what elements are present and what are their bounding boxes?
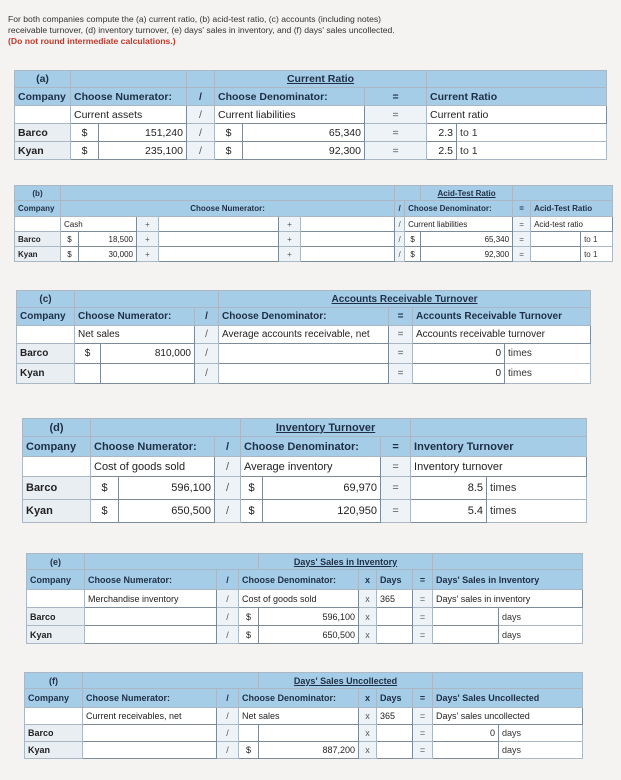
result-input[interactable] — [531, 247, 581, 262]
divide-sign: / — [215, 477, 241, 500]
numerator-select[interactable]: Merchandise inventory — [85, 590, 217, 608]
company-header: Company — [17, 308, 75, 326]
numerator-input-2[interactable] — [159, 247, 279, 262]
denominator-input[interactable]: 65,340 — [421, 232, 513, 247]
unit-label: to 1 — [581, 232, 613, 247]
denominator-input[interactable]: 120,950 — [263, 500, 381, 523]
result-input[interactable] — [433, 742, 499, 759]
divide-sign: / — [187, 106, 215, 124]
plus-sign: + — [279, 232, 301, 247]
numerator-input[interactable]: 810,000 — [101, 344, 195, 364]
divide-sign: / — [195, 308, 219, 326]
divide-sign: / — [217, 626, 239, 644]
numerator-select[interactable]: Cost of goods sold — [91, 457, 215, 477]
result-label: Acid-test ratio — [531, 217, 613, 232]
equals-sign: = — [413, 626, 433, 644]
numerator-input[interactable] — [101, 364, 195, 384]
unit-label: to 1 — [581, 247, 613, 262]
dollar-sign: $ — [91, 477, 119, 500]
result-header: Days' Sales in Inventory — [433, 570, 583, 590]
divide-sign: / — [217, 742, 239, 759]
denominator-input[interactable]: 887,200 — [259, 742, 359, 759]
section-letter: (b) — [15, 186, 61, 201]
result-label: Current ratio — [427, 106, 607, 124]
dollar-sign: $ — [239, 626, 259, 644]
company-name: Kyan — [17, 364, 75, 384]
result-label: Days' sales in inventory — [433, 590, 583, 608]
divide-sign: / — [215, 500, 241, 523]
section-letter: (a) — [15, 71, 71, 88]
numerator-select[interactable]: Net sales — [75, 326, 195, 344]
numerator-select-2[interactable] — [159, 217, 279, 232]
divide-sign: / — [195, 364, 219, 384]
ar-turnover-table — [16, 290, 591, 384]
numerator-header: Choose Numerator: — [61, 201, 395, 217]
numerator-header: Choose Numerator: — [91, 437, 215, 457]
unit-label: times — [487, 477, 587, 500]
section-title: Current Ratio — [215, 71, 427, 88]
days-sales-inventory-table — [26, 553, 583, 644]
equals-sign: = — [413, 570, 433, 590]
company-name: Barco — [15, 124, 71, 142]
divide-sign: / — [395, 232, 405, 247]
equals-sign: = — [381, 437, 411, 457]
multiply-sign: x — [359, 590, 377, 608]
company-name: Kyan — [27, 626, 85, 644]
unit-label: times — [505, 344, 591, 364]
instructions-line2: receivable turnover, (d) inventory turnover, (e) days' sales in inventory, and (f) days' sales uncollected. — [8, 25, 395, 35]
result-header: Acid-Test Ratio — [531, 201, 613, 217]
numerator-input-3[interactable] — [301, 247, 395, 262]
multiply-sign: x — [359, 626, 377, 644]
multiply-sign: x — [359, 608, 377, 626]
dollar-sign: $ — [239, 742, 259, 759]
unit-label: days — [499, 608, 583, 626]
company-name: Kyan — [25, 742, 83, 759]
denominator-header: Choose Denominator: — [405, 201, 513, 217]
dollar-sign: $ — [405, 232, 421, 247]
divide-sign: / — [217, 689, 239, 708]
divide-sign: / — [217, 725, 239, 742]
equals-sign: = — [413, 725, 433, 742]
company-name: Kyan — [23, 500, 91, 523]
numerator-input[interactable] — [85, 626, 217, 644]
result-label: Accounts receivable turnover — [413, 326, 591, 344]
numerator-input[interactable] — [85, 608, 217, 626]
denominator-input[interactable]: 650,500 — [259, 626, 359, 644]
cash-input[interactable]: 30,000 — [79, 247, 137, 262]
equals-sign: = — [513, 232, 531, 247]
divide-sign: / — [217, 570, 239, 590]
numerator-select-cash[interactable]: Cash — [61, 217, 137, 232]
result-input[interactable]: 2.5 — [427, 142, 457, 160]
days-sales-uncollected-table — [24, 672, 583, 759]
equals-sign: = — [389, 308, 413, 326]
company-header: Company — [23, 437, 91, 457]
plus-sign: + — [137, 217, 159, 232]
result-input[interactable]: 0 — [433, 725, 499, 742]
denominator-select[interactable]: Current liabilities — [215, 106, 365, 124]
denominator-select[interactable]: Cost of goods sold — [239, 590, 359, 608]
unit-label: to 1 — [457, 124, 607, 142]
denominator-input[interactable]: 92,300 — [243, 142, 365, 160]
days-input[interactable] — [377, 626, 413, 644]
plus-sign: + — [279, 247, 301, 262]
denominator-header: Choose Denominator: — [219, 308, 389, 326]
divide-sign: / — [217, 708, 239, 725]
denominator-input[interactable]: 69,970 — [263, 477, 381, 500]
denominator-select[interactable]: Net sales — [239, 708, 359, 725]
numerator-input[interactable] — [83, 725, 217, 742]
dollar-sign: $ — [71, 124, 99, 142]
plus-sign: + — [137, 232, 159, 247]
divide-sign: / — [195, 344, 219, 364]
numerator-input-2[interactable] — [159, 232, 279, 247]
dollar-sign: $ — [241, 477, 263, 500]
dollar-sign: $ — [61, 247, 79, 262]
multiply-sign: x — [359, 742, 377, 759]
plus-sign: + — [279, 217, 301, 232]
company-name: Barco — [15, 232, 61, 247]
dollar-sign: $ — [215, 124, 243, 142]
numerator-select-3[interactable] — [301, 217, 395, 232]
denominator-input[interactable]: 65,340 — [243, 124, 365, 142]
dollar-sign: $ — [239, 608, 259, 626]
unit-label: days — [499, 626, 583, 644]
equals-sign: = — [365, 124, 427, 142]
company-name: Kyan — [15, 142, 71, 160]
equals-sign: = — [413, 689, 433, 708]
dollar-cell — [75, 364, 101, 384]
days-input[interactable]: 365 — [377, 708, 413, 725]
dollar-sign: $ — [61, 232, 79, 247]
numerator-input[interactable]: 596,100 — [119, 477, 215, 500]
divide-sign: / — [395, 201, 405, 217]
numerator-header: Choose Numerator: — [71, 88, 187, 106]
section-letter: (e) — [27, 554, 85, 570]
numerator-header: Choose Numerator: — [85, 570, 217, 590]
unit-label: to 1 — [457, 142, 607, 160]
equals-sign: = — [365, 106, 427, 124]
denominator-select[interactable]: Average accounts receivable, net — [219, 326, 389, 344]
denominator-input[interactable]: 596,100 — [259, 608, 359, 626]
divide-sign: / — [215, 437, 241, 457]
numerator-input[interactable] — [83, 742, 217, 759]
acid-test-ratio-table — [14, 185, 613, 262]
equals-sign: = — [513, 201, 531, 217]
multiply-sign: x — [359, 689, 377, 708]
result-label: Inventory turnover — [411, 457, 587, 477]
numerator-header: Choose Numerator: — [83, 689, 217, 708]
inventory-turnover-table — [22, 418, 587, 523]
company-header: Company — [27, 570, 85, 590]
instructions-line1: For both companies compute the (a) current ratio, (b) acid-test ratio, (c) accounts (including notes) — [8, 14, 382, 24]
company-header: Company — [15, 88, 71, 106]
result-input[interactable] — [433, 608, 499, 626]
dollar-sign: $ — [91, 500, 119, 523]
denominator-header: Choose Denominator: — [239, 570, 359, 590]
equals-sign: = — [365, 88, 427, 106]
instructions — [8, 14, 608, 47]
divide-sign: / — [395, 217, 405, 232]
company-header: Company — [15, 201, 61, 217]
company-name: Barco — [17, 344, 75, 364]
unit-label: times — [487, 500, 587, 523]
section-letter: (f) — [25, 673, 83, 689]
denominator-header: Choose Denominator: — [239, 689, 359, 708]
equals-sign: = — [381, 457, 411, 477]
multiply-sign: x — [359, 570, 377, 590]
section-title: Accounts Receivable Turnover — [219, 291, 591, 308]
company-header: Company — [25, 689, 83, 708]
result-input[interactable] — [433, 626, 499, 644]
company-name: Barco — [23, 477, 91, 500]
denominator-select[interactable]: Current liabilities — [405, 217, 513, 232]
multiply-sign: x — [359, 708, 377, 725]
equals-sign: = — [513, 217, 531, 232]
unit-label: times — [505, 364, 591, 384]
days-input[interactable] — [377, 725, 413, 742]
equals-sign: = — [389, 364, 413, 384]
unit-label: days — [499, 742, 583, 759]
result-header: Accounts Receivable Turnover — [413, 308, 591, 326]
equals-sign: = — [413, 590, 433, 608]
divide-sign: / — [215, 457, 241, 477]
section-title: Inventory Turnover — [241, 419, 411, 437]
result-input[interactable]: 2.3 — [427, 124, 457, 142]
denominator-input[interactable]: 92,300 — [421, 247, 513, 262]
result-header: Inventory Turnover — [411, 437, 587, 457]
dollar-sign: $ — [405, 247, 421, 262]
denominator-input[interactable] — [259, 725, 359, 742]
numerator-input[interactable]: 650,500 — [119, 500, 215, 523]
equals-sign: = — [381, 500, 411, 523]
days-input[interactable] — [377, 608, 413, 626]
dollar-cell — [239, 725, 259, 742]
divide-sign: / — [187, 142, 215, 160]
divide-sign: / — [395, 247, 405, 262]
cash-input[interactable]: 18,500 — [79, 232, 137, 247]
instructions-note: (Do not round intermediate calculations.) — [8, 36, 176, 46]
divide-sign: / — [187, 88, 215, 106]
denominator-header: Choose Denominator: — [241, 437, 381, 457]
numerator-select[interactable]: Current receivables, net — [83, 708, 217, 725]
divide-sign: / — [217, 590, 239, 608]
dollar-sign: $ — [215, 142, 243, 160]
section-letter: (c) — [17, 291, 75, 308]
equals-sign: = — [389, 326, 413, 344]
divide-sign: / — [195, 326, 219, 344]
section-title: Acid-Test Ratio — [421, 186, 513, 201]
divide-sign: / — [217, 608, 239, 626]
days-header: Days — [377, 689, 413, 708]
days-input[interactable] — [377, 742, 413, 759]
multiply-sign: x — [359, 725, 377, 742]
equals-sign: = — [413, 708, 433, 725]
result-input[interactable]: 0 — [413, 364, 505, 384]
result-header: Current Ratio — [427, 88, 607, 106]
divide-sign: / — [187, 124, 215, 142]
numerator-input-3[interactable] — [301, 232, 395, 247]
unit-label: days — [499, 725, 583, 742]
days-input[interactable]: 365 — [377, 590, 413, 608]
section-title: Days' Sales Uncollected — [259, 673, 433, 689]
equals-sign: = — [389, 344, 413, 364]
section-letter: (d) — [23, 419, 91, 437]
result-label: Days' sales uncollected — [433, 708, 583, 725]
company-name: Kyan — [15, 247, 61, 262]
company-name: Barco — [27, 608, 85, 626]
equals-sign: = — [413, 742, 433, 759]
result-input[interactable]: 0 — [413, 344, 505, 364]
numerator-input[interactable]: 151,240 — [99, 124, 187, 142]
equals-sign: = — [413, 608, 433, 626]
current-ratio-table — [14, 70, 607, 160]
equals-sign: = — [365, 142, 427, 160]
days-header: Days — [377, 570, 413, 590]
result-input[interactable] — [531, 232, 581, 247]
company-name: Barco — [25, 725, 83, 742]
denominator-select[interactable]: Average inventory — [241, 457, 381, 477]
section-title: Days' Sales in Inventory — [259, 554, 433, 570]
dollar-sign: $ — [241, 500, 263, 523]
numerator-input[interactable]: 235,100 — [99, 142, 187, 160]
equals-sign: = — [513, 247, 531, 262]
equals-sign: = — [381, 477, 411, 500]
result-input[interactable]: 8.5 — [411, 477, 487, 500]
dollar-sign: $ — [71, 142, 99, 160]
result-input[interactable]: 5.4 — [411, 500, 487, 523]
plus-sign: + — [137, 247, 159, 262]
denominator-input[interactable] — [219, 344, 389, 364]
numerator-header: Choose Numerator: — [75, 308, 195, 326]
numerator-select[interactable]: Current assets — [71, 106, 187, 124]
result-header: Days' Sales Uncollected — [433, 689, 583, 708]
dollar-sign: $ — [75, 344, 101, 364]
denominator-input[interactable] — [219, 364, 389, 384]
denominator-header: Choose Denominator: — [215, 88, 365, 106]
